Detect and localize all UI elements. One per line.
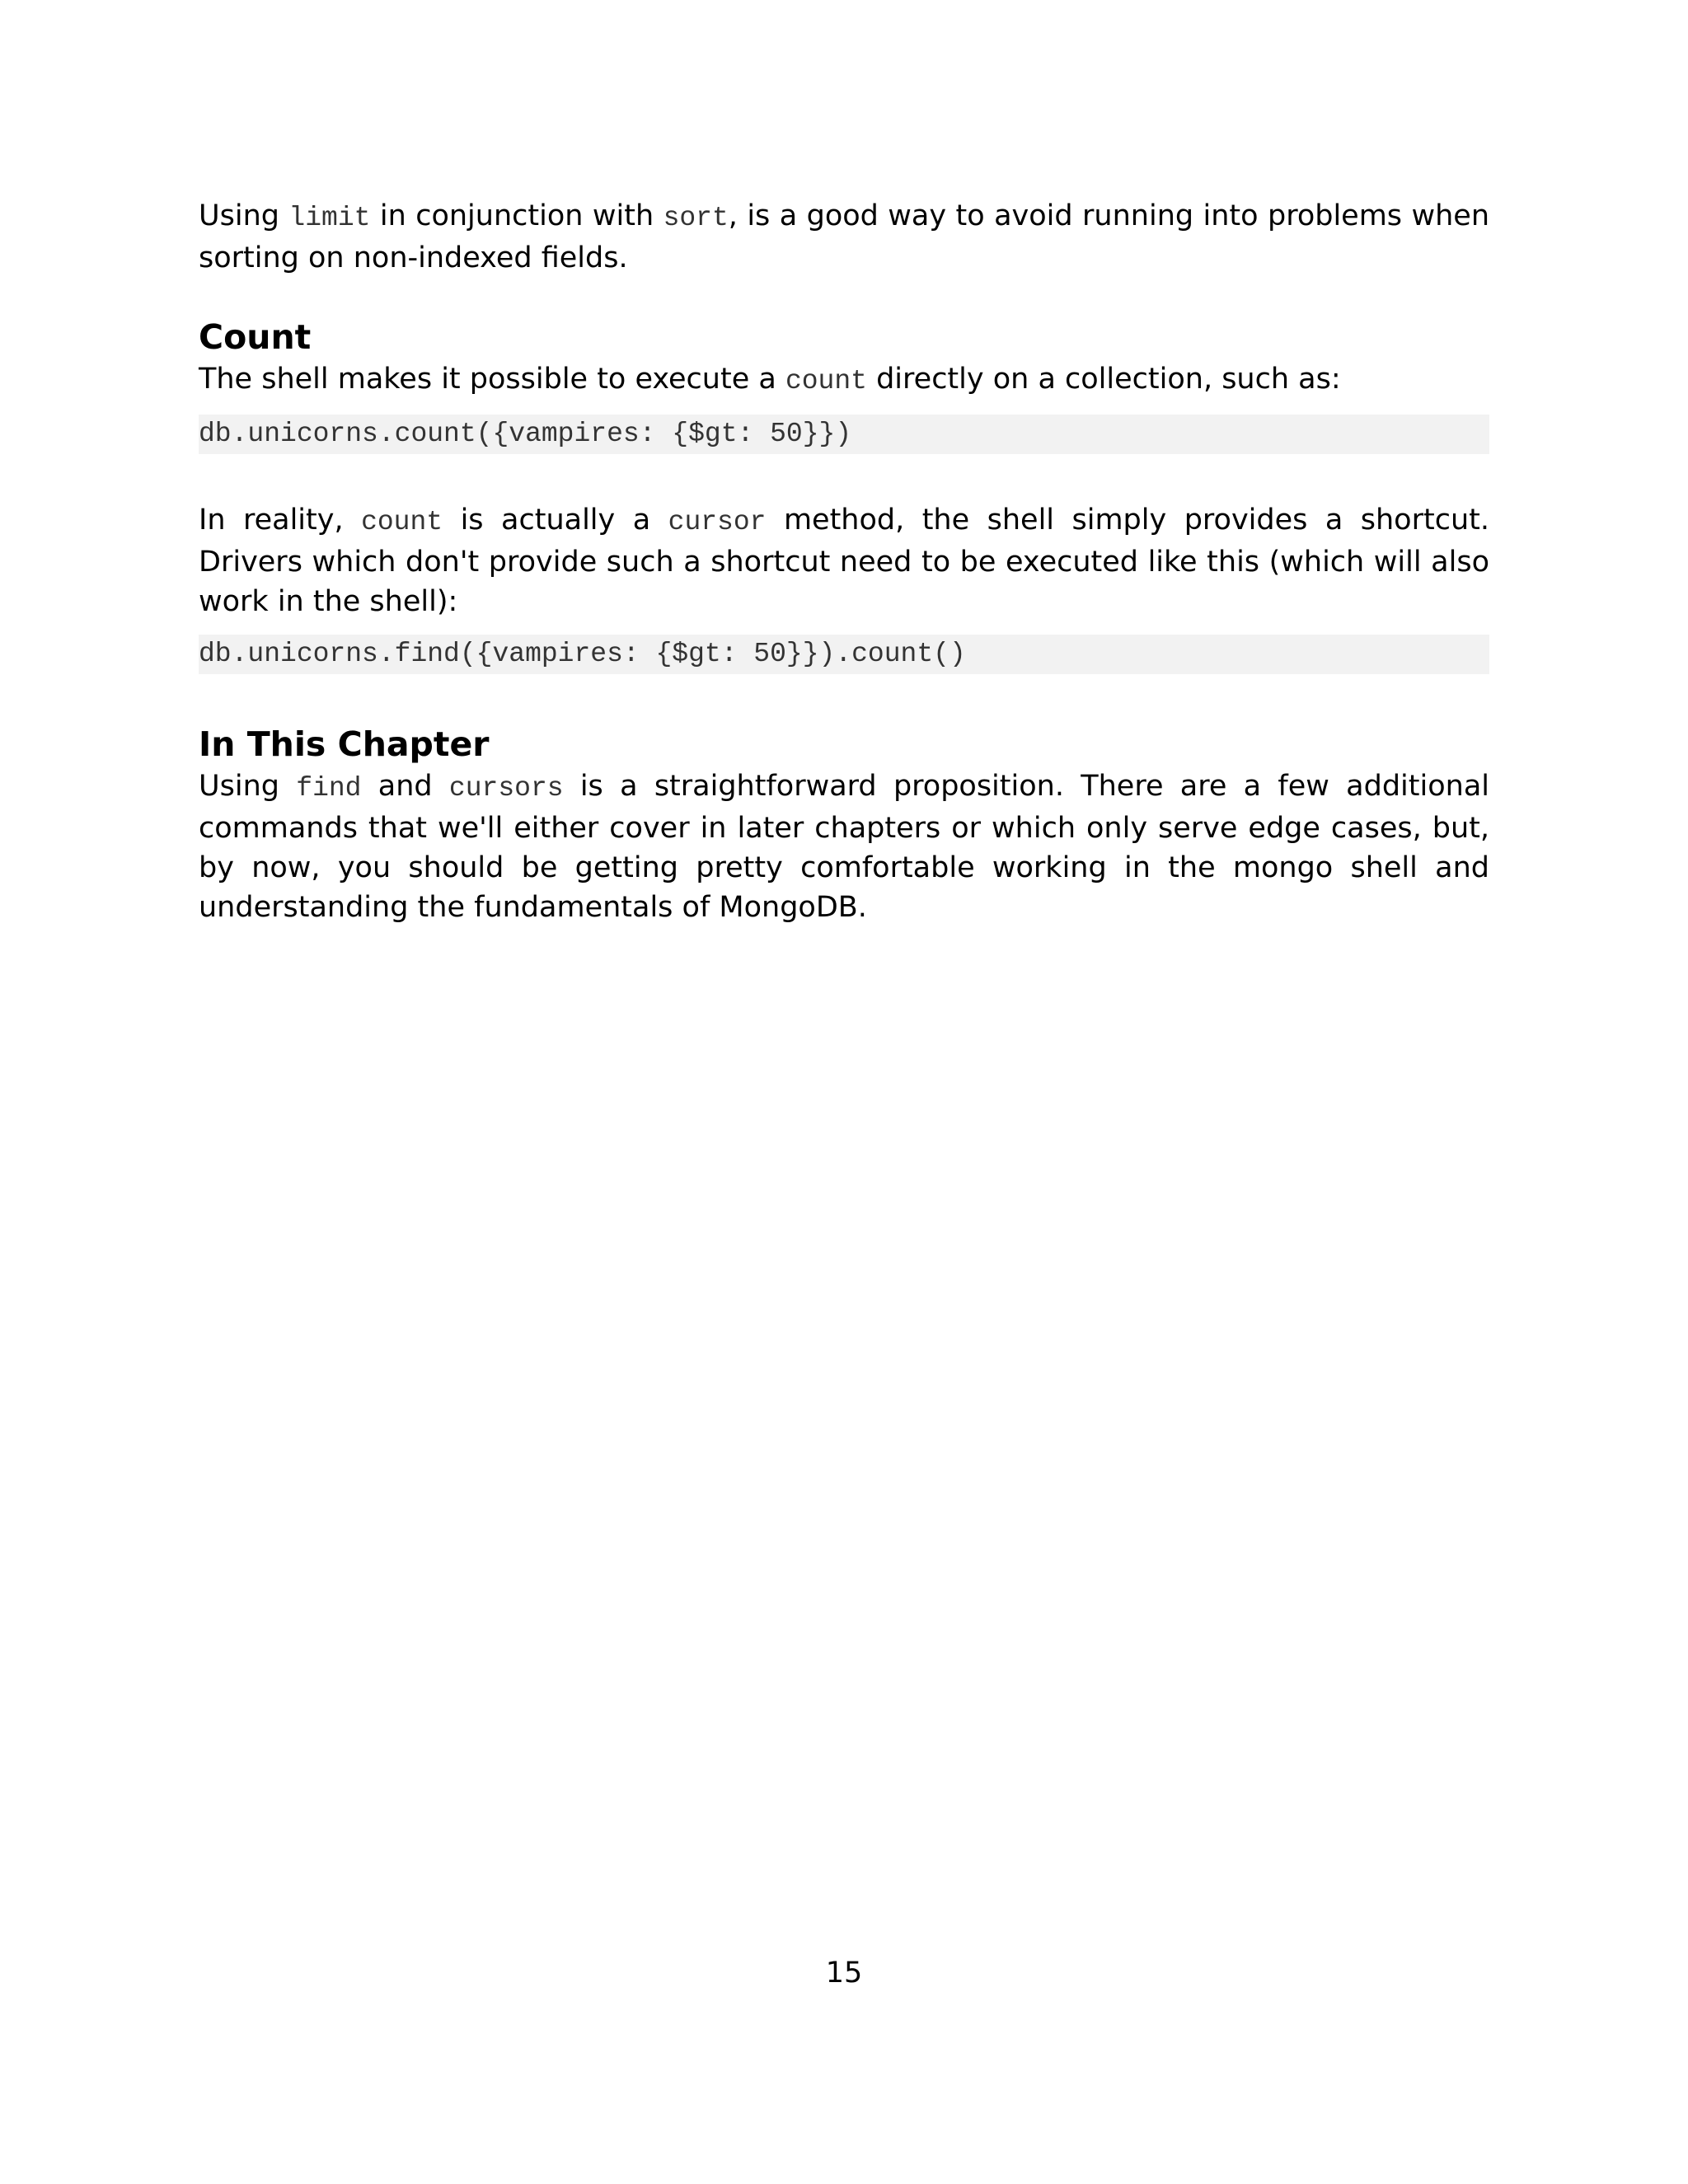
code-block-find-count: db.unicorns.find({vampires: {$gt: 50}}).count() xyxy=(199,635,1489,674)
intro-text-2: in conjunction with xyxy=(370,199,663,232)
inline-code-limit: limit xyxy=(288,203,371,233)
inline-code-sort: sort xyxy=(663,203,729,233)
chapter-heading: In This Chapter xyxy=(199,724,490,764)
chapter-text-2: and xyxy=(361,770,449,803)
chapter-paragraph xyxy=(199,766,1489,927)
intro-text-3: , is a good way to avoid running into problems when sorting on non-indexed fields. xyxy=(199,199,1490,274)
intro-text-1: Using xyxy=(199,199,289,232)
count-p2-text-2: is actually a xyxy=(443,504,668,537)
page-content xyxy=(199,196,1489,927)
chapter-text-1: Using xyxy=(199,770,297,803)
page-number: 15 xyxy=(825,1957,863,1990)
count-p1-text-1: The shell makes it possible to execute a xyxy=(199,363,785,396)
inline-code-count-2: count xyxy=(361,507,443,537)
inline-code-find: find xyxy=(296,773,362,804)
count-paragraph-1 xyxy=(199,359,1489,401)
intro-paragraph xyxy=(199,196,1489,278)
code-block-count: db.unicorns.count({vampires: {$gt: 50}}) xyxy=(199,415,1489,454)
count-p1-text-2: directly on a collection, such as: xyxy=(866,363,1341,396)
count-p2-text-1: In reality, xyxy=(199,504,362,537)
inline-code-cursor: cursor xyxy=(668,507,767,537)
count-p2-text-3: method, the shell simply provides a shortcut. Drivers which don't provide such a shortcut need to be executed like this (which will also work in the shell): xyxy=(199,504,1489,618)
inline-code-count: count xyxy=(785,366,867,396)
inline-code-cursors: cursors xyxy=(448,773,564,804)
count-paragraph-2 xyxy=(199,500,1489,621)
count-heading: Count xyxy=(199,317,312,357)
chapter-text-3: is a straightforward proposition. There are a few additional commands that we'll either cover in later chapters or which only serve edge cases, but, by now, you should be getting pretty comfortable working in the mongo shell and understanding the fundamentals of MongoDB. xyxy=(199,770,1489,924)
